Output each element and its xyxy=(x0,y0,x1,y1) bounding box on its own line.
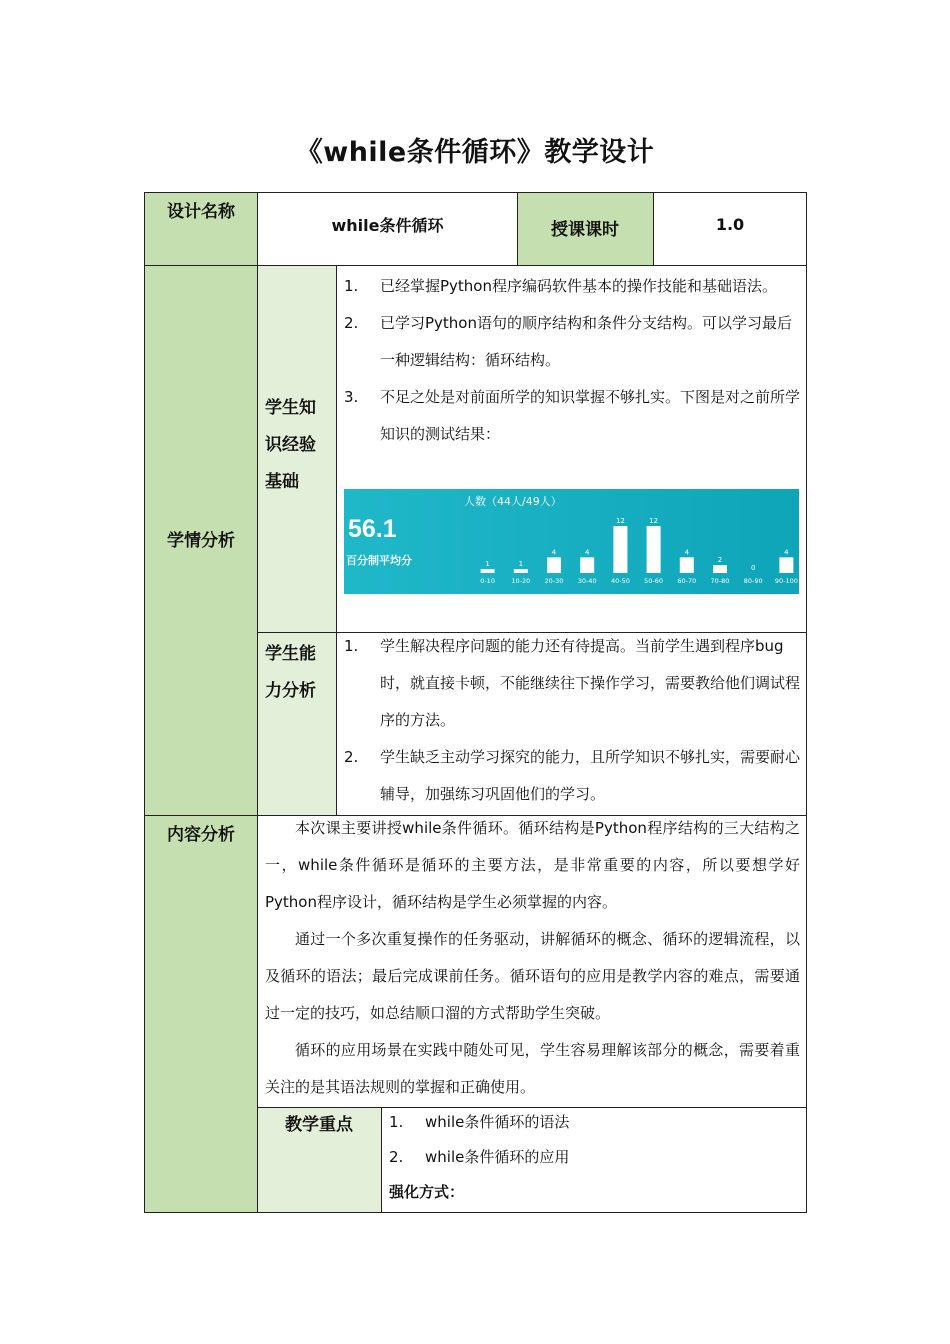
x-tick-label: 80-90 xyxy=(743,577,763,585)
knowledge-list xyxy=(344,268,800,453)
average-score-value: 56.1 xyxy=(348,515,397,543)
x-tick-label: 50-60 xyxy=(644,577,664,585)
chart-bar xyxy=(647,526,661,573)
learner-analysis-label: 学情分析 xyxy=(167,531,235,551)
bar-value-label: 12 xyxy=(615,517,625,525)
x-tick-label: 0-10 xyxy=(480,577,495,585)
list-item: 2. 学生缺乏主动学习探究的能力，且所学知识不够扎实，需要耐心辅导，加强练习巩固他们的学习。 xyxy=(344,748,801,803)
bar-value-label: 12 xyxy=(649,517,659,525)
chart-bar xyxy=(580,557,594,573)
paragraph: 循环的应用场景在实践中随处可见，学生容易理解该部分的概念，需要着重关注的是其语法规则的掌握和正确使用。 xyxy=(265,1041,800,1096)
page-title: 《while条件循环》教学设计 xyxy=(295,137,655,168)
hours-value: 1.0 xyxy=(715,215,745,234)
bar-value-label: 4 xyxy=(551,548,557,557)
knowledge-label: 学生知识经验基础 xyxy=(265,398,316,492)
bar-value-label: 1 xyxy=(518,560,524,569)
reinforce-label: 强化方式： xyxy=(389,1183,465,1201)
content-analysis-label-cell xyxy=(145,815,257,1213)
x-tick-label: 70-80 xyxy=(710,577,730,585)
ability-list xyxy=(344,628,800,813)
content-analysis-body xyxy=(265,810,800,1106)
x-tick-label: 60-70 xyxy=(677,577,697,585)
hours-label: 授课课时 xyxy=(551,220,619,240)
chart-bar xyxy=(713,565,727,573)
chart-bar xyxy=(547,557,561,573)
chart-bar xyxy=(779,557,793,573)
list-item: 2. 已学习Python语句的顺序结构和条件分支结构。可以学习最后一种逻辑结构：循环结构。 xyxy=(344,314,792,369)
x-tick-label: 10-20 xyxy=(511,577,531,585)
chart-svg xyxy=(344,489,799,594)
chart-bar xyxy=(613,526,627,573)
average-score-caption: 百分制平均分 xyxy=(346,554,412,567)
x-tick-label: 90-100 xyxy=(774,577,798,585)
chart-title: 人数（44人/49人） xyxy=(464,495,562,508)
bar-value-label: 4 xyxy=(784,548,789,557)
list-item: 1. 学生解决程序问题的能力还有待提高。当前学生遇到程序bug时，就直接卡顿，不能继续往下操作学习，需要教给他们调试程序的方法。 xyxy=(344,637,801,729)
chart-background xyxy=(344,489,799,594)
x-tick-label: 30-40 xyxy=(577,577,597,585)
content-analysis-label: 内容分析 xyxy=(167,825,235,845)
paragraph: 本次课主要讲授while条件循环。循环结构是Python程序结构的三大结构之一，while条件循环是循环的主要方法，是非常重要的内容，所以要想学好Python程序设计，循环结构是学生必须掌握的内容。 xyxy=(265,819,800,911)
bar-value-label: 4 xyxy=(684,548,690,557)
chart-bar xyxy=(680,557,694,573)
chart-bar xyxy=(481,569,495,573)
test-results-chart xyxy=(344,489,799,594)
bar-value-label: 1 xyxy=(485,560,490,569)
key-points-label: 教学重点 xyxy=(285,1115,353,1135)
list-item: 2. while条件循环的应用 xyxy=(389,1148,570,1166)
x-tick-label: 40-50 xyxy=(610,577,630,585)
list-item: 1. while条件循环的语法 xyxy=(389,1113,570,1131)
bar-value-label: 2 xyxy=(717,556,723,565)
key-points-body xyxy=(389,1105,799,1210)
list-item: 3. 不足之处是对前面所学的知识掌握不够扎实。下图是对之前所学知识的测试结果： xyxy=(344,388,801,443)
design-name-value: while条件循环 xyxy=(331,216,444,235)
x-tick-label: 20-30 xyxy=(544,577,564,585)
ability-label: 学生能力分析 xyxy=(265,644,316,701)
chart-bar xyxy=(514,569,528,573)
paragraph: 通过一个多次重复操作的任务驱动，讲解循环的概念、循环的逻辑流程，以及循环的语法；最后完成课前任务。循环语句的应用是教学内容的难点，需要通过一定的技巧，如总结顺口溜的方式帮助学生突破。 xyxy=(265,930,800,1022)
bar-value-label: 4 xyxy=(584,548,590,557)
bar-value-label: 0 xyxy=(750,564,756,572)
design-name-label: 设计名称 xyxy=(167,202,235,222)
list-item: 1. 已经掌握Python程序编码软件基本的操作技能和基础语法。 xyxy=(344,277,777,295)
